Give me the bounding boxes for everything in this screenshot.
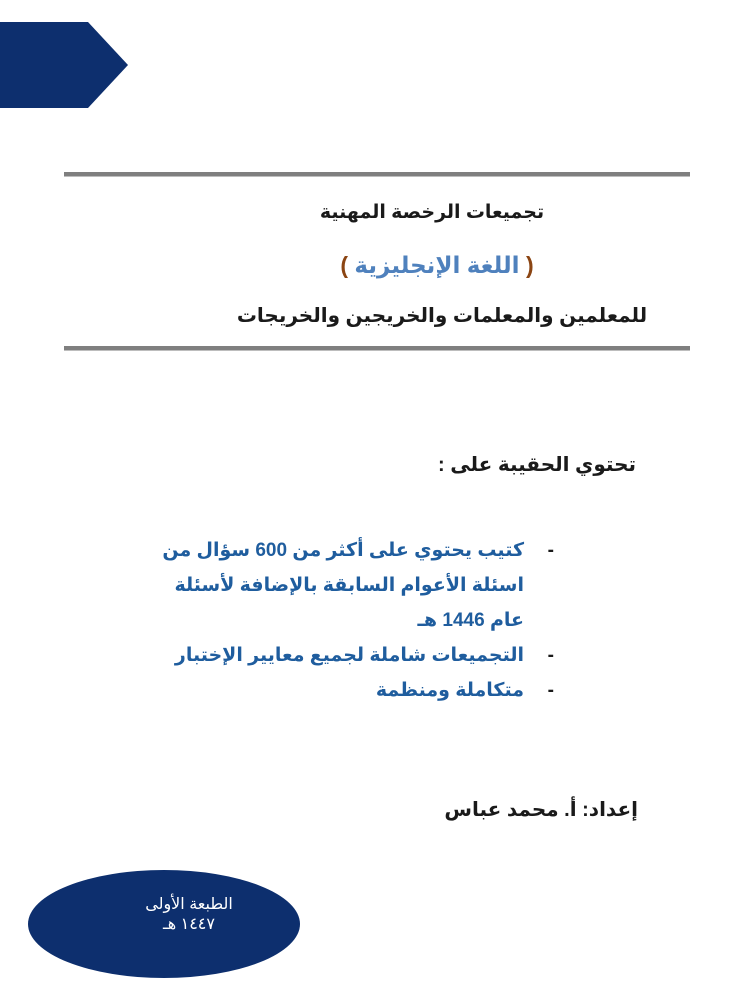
feature-text: متكاملة ومنظمة xyxy=(375,680,524,701)
author-credit: إعداد: أ. محمد عباس xyxy=(444,799,638,821)
bullet-dash: - xyxy=(547,680,554,701)
corner-arrow-shape xyxy=(0,22,128,108)
audience-line: للمعلمين والمعلمات والخريجين والخريجات xyxy=(236,305,648,327)
bullet-dash: - xyxy=(547,540,554,561)
subject-close-paren: ) xyxy=(340,252,349,278)
feature-item xyxy=(154,638,554,673)
subject-line xyxy=(64,252,690,279)
features-list xyxy=(154,533,554,708)
subject-name: اللغة الإنجليزية xyxy=(348,252,526,278)
feature-item xyxy=(154,533,554,638)
subject-open-paren: ( xyxy=(525,252,534,278)
edition-year: ١٤٤٧ هـ xyxy=(163,916,215,933)
edition-label: الطبعة الأولى xyxy=(145,896,233,913)
feature-text: التجميعات شاملة لجميع معايير الإختبار xyxy=(174,645,524,666)
cover-title: تجميعات الرخصة المهنية xyxy=(319,202,545,223)
bullet-dash: - xyxy=(547,645,554,666)
feature-item xyxy=(154,673,554,708)
edition-badge xyxy=(28,870,300,978)
feature-text: كتيب يحتوي على أكثر من 600 سؤال من اسئلة الأعوام السابقة بالإضافة لأسئلة عام 1446 هـ xyxy=(162,540,524,631)
bottom-divider xyxy=(64,346,690,351)
contents-heading: تحتوي الحقيبة على : xyxy=(438,454,636,476)
top-divider xyxy=(64,172,690,177)
